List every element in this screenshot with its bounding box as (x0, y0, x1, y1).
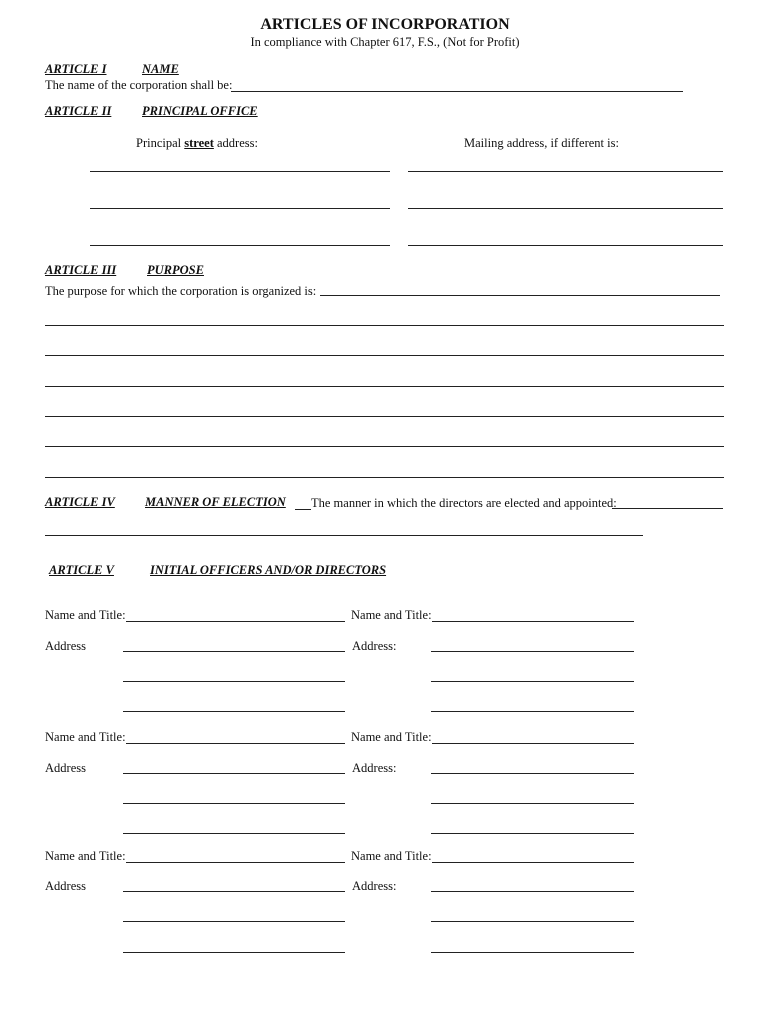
document-subtitle: In compliance with Chapter 617, F.S., (Not for Profit) (250, 35, 520, 49)
street-address-line-2[interactable] (90, 195, 390, 209)
street-address-line-3[interactable] (90, 232, 390, 246)
purpose-field-7[interactable] (45, 464, 724, 478)
officer-2-name-title-label: Name and Title: (351, 608, 432, 622)
purpose-field-5[interactable] (45, 403, 724, 417)
street-address-label-suffix: address: (213, 136, 258, 150)
officer-5-address-line-2[interactable] (123, 908, 345, 922)
purpose-field-6[interactable] (45, 433, 724, 447)
officer-5-name-title-field[interactable] (126, 849, 345, 863)
election-manner-field-2[interactable] (45, 522, 643, 536)
street-emphasis: street (184, 136, 214, 150)
officer-6-address-line-2[interactable] (431, 908, 634, 922)
officer-1-address-line-2[interactable] (123, 668, 345, 682)
article-3-heading: PURPOSE (147, 263, 204, 277)
officer-3-name-title-label: Name and Title: (45, 730, 126, 744)
officer-2-address-line-1[interactable] (431, 638, 634, 652)
officer-4-name-title-label: Name and Title: (351, 730, 432, 744)
officer-5-address-line-1[interactable] (123, 878, 345, 892)
officer-2-name-title-field[interactable] (432, 608, 634, 622)
officer-4-address-line-2[interactable] (431, 790, 634, 804)
officer-6-name-title-field[interactable] (432, 849, 634, 863)
officer-4-address-label: Address: (352, 761, 397, 775)
officer-4-address-line-3[interactable] (431, 820, 634, 834)
article-1-number: ARTICLE I (45, 62, 107, 76)
article-2-heading: PRINCIPAL OFFICE (142, 104, 258, 118)
article-2-number: ARTICLE II (45, 104, 112, 118)
officer-1-name-title-field[interactable] (126, 608, 345, 622)
article-1-heading: NAME (142, 62, 179, 76)
article-5-number: ARTICLE V (49, 563, 114, 577)
purpose-label: The purpose for which the corporation is organized is: (45, 284, 317, 298)
heading-underline-gap (295, 509, 311, 510)
article-4-number: ARTICLE IV (45, 495, 115, 509)
officer-2-address-line-3[interactable] (431, 698, 634, 712)
officer-5-address-label: Address (45, 879, 86, 893)
officer-3-address-line-3[interactable] (123, 820, 345, 834)
article-4-heading: MANNER OF ELECTION (145, 495, 286, 509)
mailing-address-line-3[interactable] (408, 232, 723, 246)
officer-4-name-title-field[interactable] (432, 730, 634, 744)
officer-1-address-line-1[interactable] (123, 638, 345, 652)
officer-1-name-title-label: Name and Title: (45, 608, 126, 622)
officer-5-address-line-3[interactable] (123, 939, 345, 953)
purpose-field-1[interactable] (320, 282, 720, 296)
officer-6-address-label: Address: (352, 879, 397, 893)
officer-6-address-line-3[interactable] (431, 939, 634, 953)
officer-2-address-label: Address: (352, 639, 397, 653)
purpose-field-4[interactable] (45, 373, 724, 387)
street-address-label-prefix: Principal (136, 136, 185, 150)
officer-3-address-line-2[interactable] (123, 790, 345, 804)
corporation-name-field[interactable] (231, 78, 683, 92)
officer-3-name-title-field[interactable] (126, 730, 345, 744)
purpose-field-3[interactable] (45, 342, 724, 356)
officer-1-address-label: Address (45, 639, 86, 653)
street-address-label (136, 136, 258, 151)
mailing-address-line-2[interactable] (408, 195, 723, 209)
officer-6-address-line-1[interactable] (431, 878, 634, 892)
officer-1-address-line-3[interactable] (123, 698, 345, 712)
mailing-address-line-1[interactable] (408, 158, 723, 172)
election-manner-label: The manner in which the directors are elected and appointed: (311, 496, 617, 510)
officer-2-address-line-2[interactable] (431, 668, 634, 682)
election-manner-field-1[interactable] (612, 495, 723, 509)
officer-3-address-line-1[interactable] (123, 760, 345, 774)
corporation-name-label: The name of the corporation shall be: (45, 78, 233, 92)
officer-6-name-title-label: Name and Title: (351, 849, 432, 863)
article-3-number: ARTICLE III (45, 263, 117, 277)
officer-5-name-title-label: Name and Title: (45, 849, 126, 863)
street-address-line-1[interactable] (90, 158, 390, 172)
purpose-field-2[interactable] (45, 312, 724, 326)
article-5-heading: INITIAL OFFICERS AND/OR DIRECTORS (150, 563, 387, 577)
officer-4-address-line-1[interactable] (431, 760, 634, 774)
document-title: ARTICLES OF INCORPORATION (260, 16, 510, 33)
mailing-address-label: Mailing address, if different is: (464, 136, 619, 150)
officer-3-address-label: Address (45, 761, 86, 775)
